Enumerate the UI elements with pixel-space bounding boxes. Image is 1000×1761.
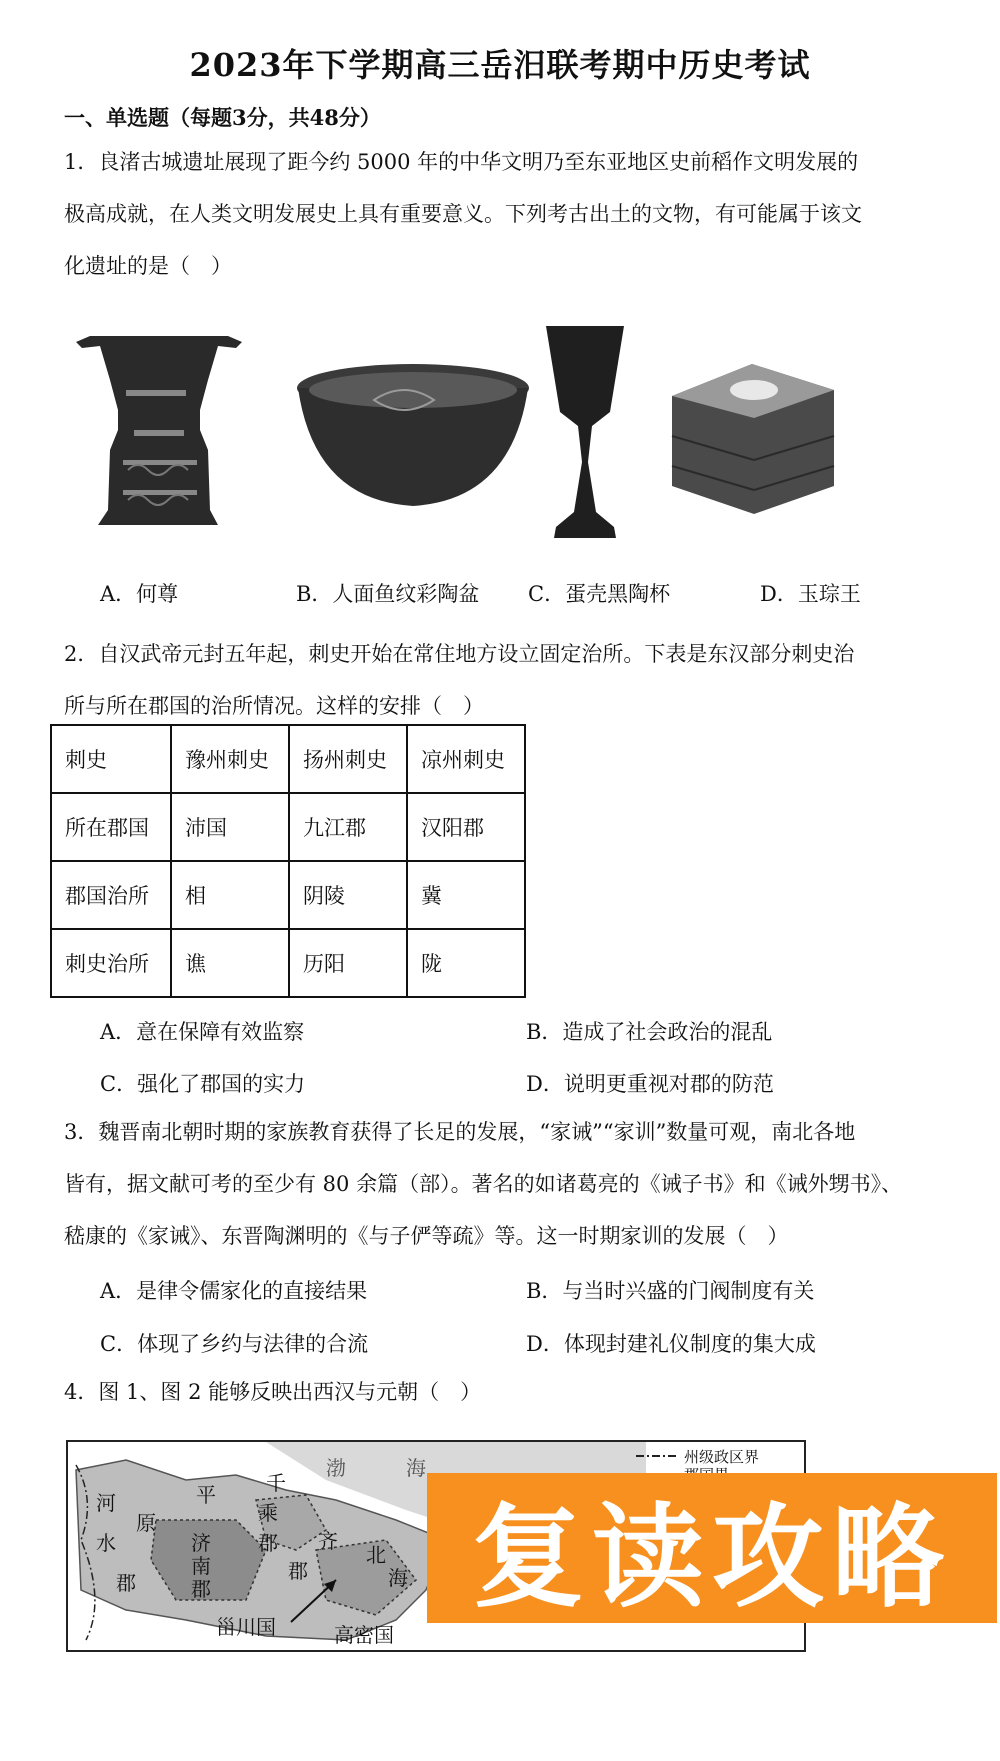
table-cell: 郡国治所: [51, 861, 171, 929]
q2-option-a[interactable]: A．意在保障有效监察: [100, 1020, 305, 1044]
map-label: 乘: [258, 1501, 278, 1525]
table-cell: 冀: [407, 861, 525, 929]
table-cell: 汉阳郡: [407, 793, 525, 861]
map-label: 海: [388, 1566, 408, 1590]
table-cell: 豫州刺史: [171, 725, 289, 793]
q1-option-a[interactable]: A．何尊: [100, 582, 179, 606]
map-label: 渤: [326, 1456, 346, 1480]
map-label: 甾川国: [216, 1615, 276, 1639]
watermark-banner: [427, 1473, 997, 1623]
table-row: [51, 725, 525, 793]
section-heading: 一、单选题（每题3分，共48分）: [64, 105, 381, 130]
painted-pottery-basin-image: [294, 360, 532, 510]
table-cell: 所在郡国: [51, 793, 171, 861]
legend-state-boundary: 州级政区界: [684, 1448, 760, 1466]
q3-option-d[interactable]: D．体现封建礼仪制度的集大成: [526, 1332, 816, 1356]
question-4: [64, 1366, 944, 1418]
q2-option-b[interactable]: B．造成了社会政治的混乱: [526, 1020, 773, 1044]
q1-option-d[interactable]: D．玉琮王: [760, 582, 861, 606]
table-row: [51, 861, 525, 929]
map-label: 郡: [191, 1577, 211, 1601]
table-cell: 凉州刺史: [407, 725, 525, 793]
table-cell: 扬州刺史: [289, 725, 407, 793]
q1-option-c[interactable]: C．蛋壳黑陶杯: [528, 582, 671, 606]
q3-option-a[interactable]: A．是律令儒家化的直接结果: [100, 1279, 368, 1303]
q1-line: 极高成就，在人类文明发展史上具有重要意义。下列考古出土的文物，有可能属于该文: [64, 202, 862, 226]
question-3: [64, 1106, 944, 1262]
q1-line: 1．良渚古城遗址展现了距今约 5000 年的中华文明乃至东亚地区史前稻作文明发展的: [64, 150, 859, 174]
map-label: 北: [366, 1543, 386, 1567]
map-label: 河: [96, 1491, 116, 1515]
q3-option-c[interactable]: C．体现了乡约与法律的合流: [100, 1332, 369, 1356]
q3-option-b[interactable]: B．与当时兴盛的门阀制度有关: [526, 1279, 815, 1303]
map-label: 海: [406, 1456, 426, 1480]
question-1: [64, 136, 944, 292]
table-row: [51, 929, 525, 997]
exam-title: 2023年下学期高三岳汨联考期中历史考试: [189, 46, 811, 84]
map-label: 千: [266, 1471, 286, 1495]
q3-line: 皆有，据文献可考的至少有 80 余篇（部）。著名的如诸葛亮的《诫子书》和《诫外甥书》、: [64, 1172, 903, 1196]
table-cell: 刺史治所: [51, 929, 171, 997]
q2-option-c[interactable]: C．强化了郡国的实力: [100, 1072, 306, 1096]
table-cell: 阴陵: [289, 861, 407, 929]
table-row: [51, 793, 525, 861]
table-cell: 历阳: [289, 929, 407, 997]
q2-line: 所与所在郡国的治所情况。这样的安排（ ）: [64, 694, 484, 718]
map-label: 济: [191, 1531, 211, 1555]
jade-cong-king-image: [662, 356, 842, 516]
eggshell-black-pottery-cup-image: [544, 322, 626, 542]
table-cell: 陇: [407, 929, 525, 997]
q3-line: 3．魏晋南北朝时期的家族教育获得了长足的发展，“家诫”“家训”数量可观，南北各地: [64, 1120, 856, 1144]
q1-option-b[interactable]: B．人面鱼纹彩陶盆: [296, 582, 480, 606]
q4-line: 4．图 1、图 2 能够反映出西汉与元朝（ ）: [64, 1380, 482, 1404]
table-cell: 谯: [171, 929, 289, 997]
table-cell: 刺史: [51, 725, 171, 793]
table-cell: 沛国: [171, 793, 289, 861]
map-label: 原: [136, 1511, 156, 1535]
watermark-text: 复读攻略: [472, 1492, 952, 1623]
q1-line: 化遗址的是（ ）: [64, 254, 232, 278]
question-2: [64, 628, 944, 732]
map-label: 平: [196, 1483, 216, 1507]
he-zun-bronze-vessel-image: [68, 330, 253, 535]
q2-table: [50, 724, 526, 998]
map-label: 高密国: [334, 1623, 394, 1647]
table-cell: 九江郡: [289, 793, 407, 861]
map-label: 郡: [288, 1559, 308, 1583]
table-cell: 相: [171, 861, 289, 929]
map-label: 南: [191, 1554, 211, 1578]
map-label: 郡: [258, 1531, 278, 1555]
q2-option-d[interactable]: D．说明更重视对郡的防范: [526, 1072, 774, 1096]
q2-line: 2．自汉武帝元封五年起，刺史开始在常住地方设立固定治所。下表是东汉部分刺史治: [64, 642, 855, 666]
q3-line: 嵇康的《家诫》、东晋陶渊明的《与子俨等疏》等。这一时期家训的发展（ ）: [64, 1224, 789, 1248]
map-label: 水: [96, 1531, 116, 1555]
map-label: 齐: [318, 1529, 338, 1553]
map-label: 郡: [116, 1571, 136, 1595]
